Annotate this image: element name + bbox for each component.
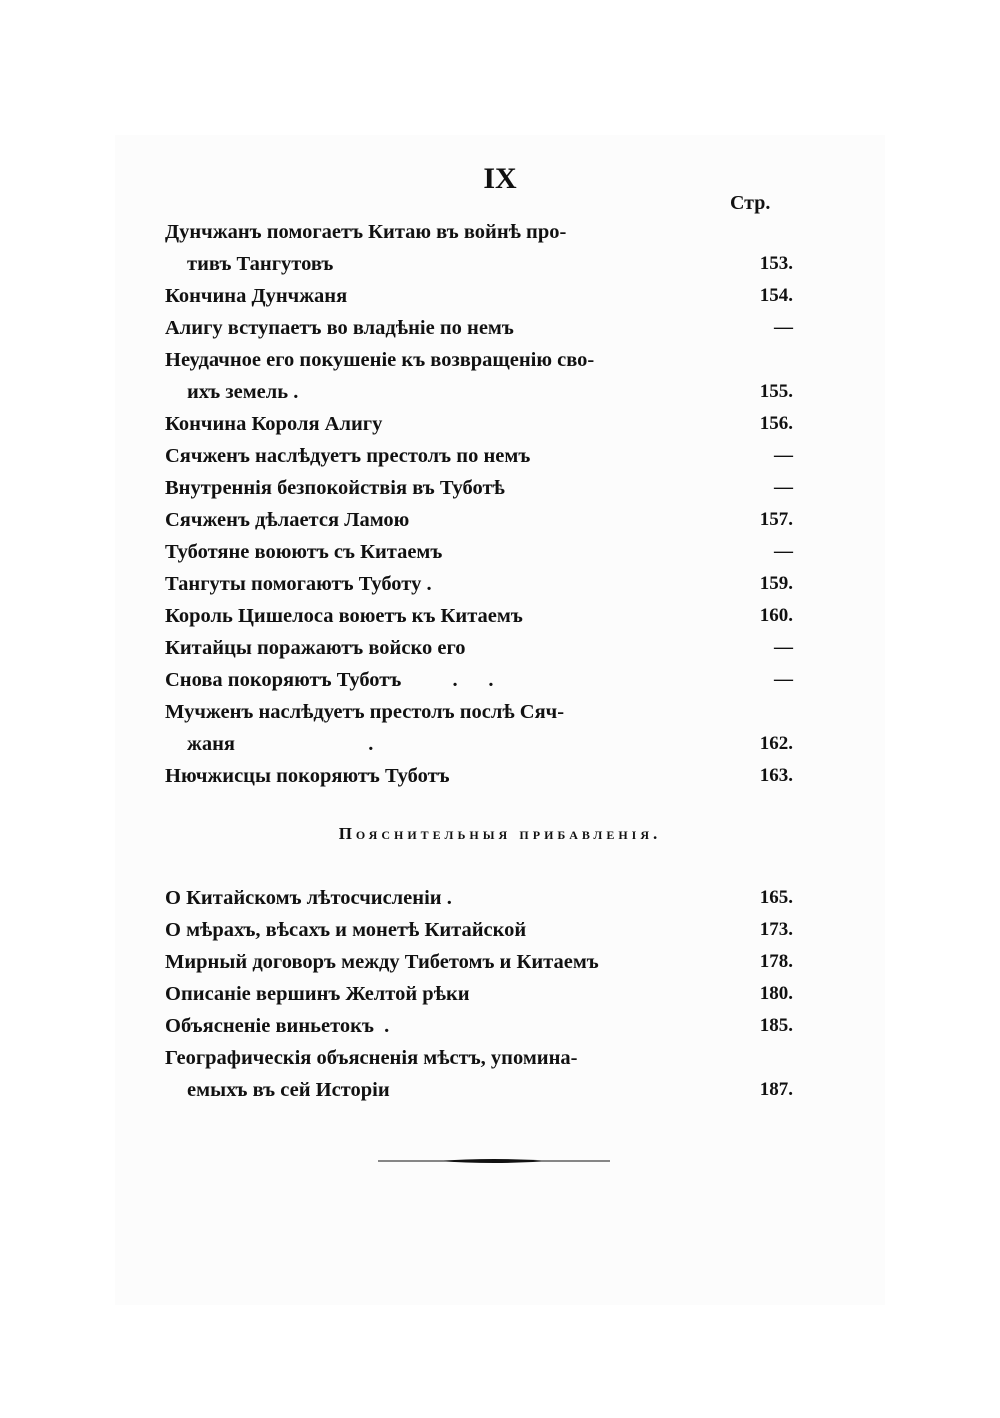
toc-entry-title: Мирный договоръ между Тибетомъ и Китаемъ xyxy=(165,951,599,973)
toc-entry-page: 162. xyxy=(759,733,793,754)
toc-entry-page: 154. xyxy=(759,285,793,306)
toc-entry-title: Китайцы поражаютъ войско его xyxy=(165,637,466,659)
toc-entry-page: 165. xyxy=(759,887,793,908)
toc-entry-page: 153. xyxy=(759,253,793,274)
toc-entry-title: Неудачное его покушеніе къ возвращенію сво- xyxy=(165,349,595,371)
toc-entry xyxy=(165,632,793,664)
toc-entry xyxy=(165,472,793,504)
toc-entry xyxy=(165,408,793,440)
toc-entry-page: 160. xyxy=(759,605,793,626)
appendices-list xyxy=(165,882,793,1106)
toc-entry-page: 163. xyxy=(759,765,793,786)
toc-entry-title: Описаніе вершинъ Желтой рѣки xyxy=(165,983,470,1005)
toc-entry xyxy=(165,914,793,946)
toc-entry-title: ихъ земель . xyxy=(187,381,299,403)
toc-entry-page: 157. xyxy=(759,509,793,530)
toc-entry-page: — xyxy=(774,541,793,562)
toc-entry xyxy=(165,440,793,472)
toc-entry xyxy=(165,536,793,568)
toc-entry-page: 185. xyxy=(759,1015,793,1036)
toc-entry-title: тивъ Тангутовъ xyxy=(187,253,334,275)
toc-entry-page: 155. xyxy=(759,381,793,402)
toc-entry-title: Сячженъ дѣлается Ламою xyxy=(165,509,410,531)
toc-entry-title: Мучженъ наслѣдуетъ престолъ послѣ Сяч- xyxy=(165,701,565,723)
toc-entry xyxy=(165,946,793,978)
toc-entry xyxy=(165,344,793,408)
toc-entry-title: О мѣрахъ, вѣсахъ и монетѣ Китайской xyxy=(165,919,527,941)
toc-entry-title: Сячженъ наслѣдуетъ престолъ по немъ xyxy=(165,445,531,467)
toc-entry-title: Нючжисцы покоряютъ Туботъ xyxy=(165,765,450,787)
page-column-header: Стр. xyxy=(730,192,771,214)
toc-entry-title: жаня . xyxy=(187,733,374,755)
page-folio: IX xyxy=(483,162,517,195)
toc-entry xyxy=(165,664,793,696)
toc-entry-title: Кончина Дунчжаня xyxy=(165,285,348,307)
toc-entry-page: — xyxy=(774,317,793,338)
toc-entry xyxy=(165,978,793,1010)
toc-entry-title: Географическія объясненія мѣстъ, упомина- xyxy=(165,1047,578,1069)
decorative-rule xyxy=(378,1158,610,1162)
toc-entry-page: — xyxy=(774,477,793,498)
toc-entry-page: 187. xyxy=(759,1079,793,1100)
toc-entry xyxy=(165,760,793,792)
toc-entry xyxy=(165,280,793,312)
toc-entry-page: 180. xyxy=(759,983,793,1004)
toc-entry-title: Туботяне воюютъ съ Китаемъ xyxy=(165,541,443,563)
toc-entry-title: Внутреннія безпокойствія въ Туботѣ xyxy=(165,477,505,499)
toc-entry xyxy=(165,312,793,344)
toc-entry xyxy=(165,1010,793,1042)
toc-entry-title: Король Цишелоса воюетъ къ Китаемъ xyxy=(165,605,523,627)
toc-entry-title: емыхъ въ сей Исторіи xyxy=(187,1079,390,1101)
toc-entry xyxy=(165,504,793,536)
toc-entry-title: Дунчжанъ помогаетъ Китаю въ войнѣ про- xyxy=(165,221,567,243)
toc-entry-page: — xyxy=(774,637,793,658)
toc-entry xyxy=(165,882,793,914)
toc-entry-title: Тангуты помогаютъ Туботу . xyxy=(165,573,432,595)
toc-entry xyxy=(165,216,793,280)
toc-entry-page: 173. xyxy=(759,919,793,940)
toc-entry xyxy=(165,696,793,760)
toc-entry-page: — xyxy=(774,445,793,466)
toc-entry xyxy=(165,1042,793,1106)
toc-entry xyxy=(165,600,793,632)
toc-entry-title: Алигу вступаетъ во владѣніе по немъ xyxy=(165,317,514,339)
toc-entry-title: Кончина Короля Алигу xyxy=(165,413,383,435)
toc-entry-page: 159. xyxy=(759,573,793,594)
toc-entry-page: 156. xyxy=(759,413,793,434)
contents-list xyxy=(165,216,793,792)
section-title: Пояснительныя прибавленія. xyxy=(338,824,662,843)
toc-entry-page: — xyxy=(774,669,793,690)
toc-entry-title: О Китайскомъ лѣтосчисленіи . xyxy=(165,887,452,909)
toc-entry xyxy=(165,568,793,600)
toc-entry-title: Снова покоряютъ Туботъ . . xyxy=(165,669,494,691)
toc-entry-page: 178. xyxy=(759,951,793,972)
toc-entry-title: Объясненіе виньетокъ . xyxy=(165,1015,390,1037)
